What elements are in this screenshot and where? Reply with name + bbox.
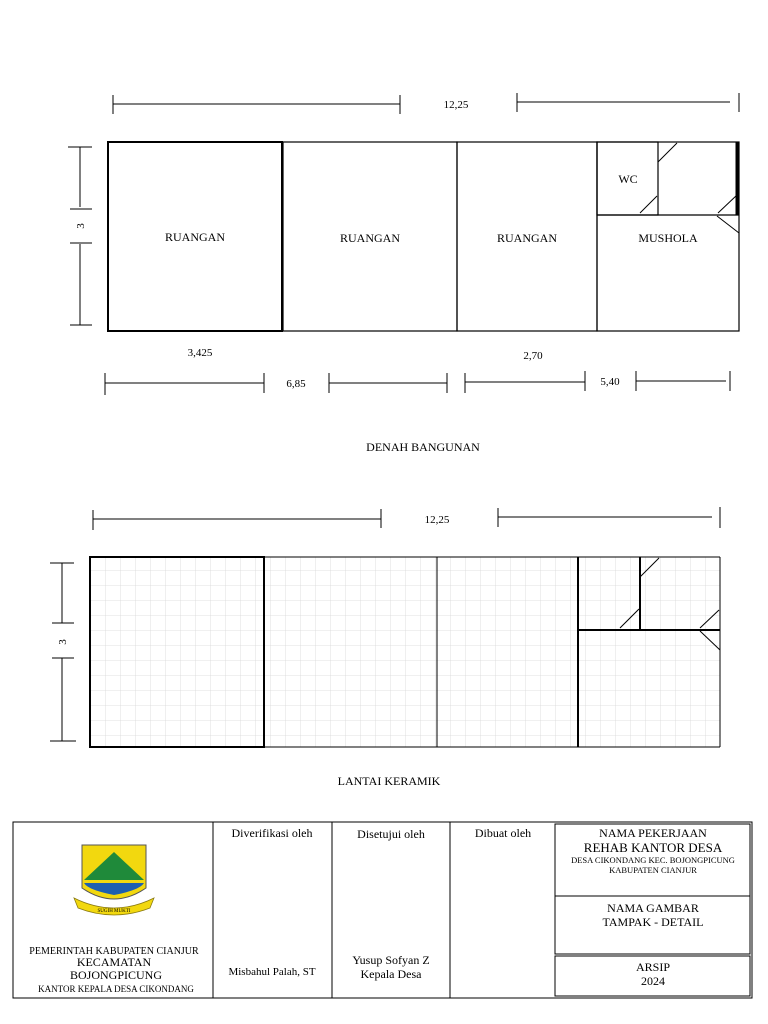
door-marks — [640, 143, 739, 233]
drawing-name: TAMPAK - DETAIL — [602, 915, 704, 929]
floor-plan-title: DENAH BANGUNAN — [366, 440, 480, 454]
cianjur-logo — [74, 845, 154, 915]
left-total-label: 6,85 — [286, 378, 306, 390]
overall-width-label: 12,25 — [443, 99, 469, 111]
bottom-dimensions — [105, 371, 730, 395]
tile-height-dimension — [50, 563, 76, 741]
approved-header: Disetujui oleh — [357, 827, 425, 841]
tile-overall-width-label: 12,25 — [424, 514, 450, 526]
project-label: NAMA PEKERJAAN — [599, 826, 707, 840]
right-total-label: 5,40 — [600, 376, 620, 388]
agency-line1: PEMERINTAH KABUPATEN CIANJUR — [29, 946, 199, 957]
tile-plan-title: LANTAI KERAMIK — [337, 774, 441, 788]
room-3-label: RUANGAN — [497, 231, 557, 245]
agency-line2: KECAMATAN — [76, 955, 152, 969]
verified-header: Diverifikasi oleh — [231, 826, 313, 840]
project-name: REHAB KANTOR DESA — [583, 840, 723, 855]
archive-year: 2024 — [641, 974, 665, 988]
room-2-label: RUANGAN — [340, 231, 400, 245]
wc-label: WC — [618, 172, 638, 186]
approved-role: Kepala Desa — [360, 967, 422, 981]
room-1-label: RUANGAN — [165, 230, 225, 244]
overall-width-dimension — [113, 93, 739, 114]
mushola-label: MUSHOLA — [638, 231, 698, 245]
drawing-label: NAMA GAMBAR — [607, 901, 699, 915]
approved-name: Yusup Sofyan Z — [352, 953, 430, 967]
tile-height-label: 3 — [57, 639, 69, 645]
logo-motto: SUGIH MUKTI — [97, 909, 131, 914]
tile-overall-dimension — [93, 507, 720, 530]
agency-line3: BOJONGPICUNG — [69, 968, 163, 982]
height-dimension — [68, 147, 92, 325]
tile-plan — [50, 507, 720, 747]
height-label: 3 — [75, 223, 87, 229]
made-header: Dibuat oleh — [474, 826, 532, 840]
room3-width-label: 2,70 — [523, 350, 543, 362]
verified-name: Misbahul Palah, ST — [228, 966, 316, 978]
project-location2: KABUPATEN CIANJUR — [609, 865, 697, 875]
room1-width-label: 3,425 — [187, 347, 213, 359]
project-location1: DESA CIKONDANG KEC. BOJONGPICUNG — [571, 855, 735, 865]
agency-line4: KANTOR KEPALA DESA CIKONDANG — [38, 984, 194, 994]
archive-label: ARSIP — [635, 960, 671, 974]
